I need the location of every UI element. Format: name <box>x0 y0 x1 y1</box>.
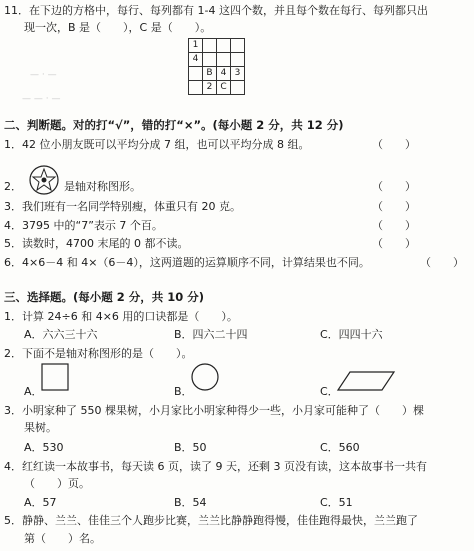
grid-cell: C <box>217 81 231 95</box>
option-a[interactable]: A．六六三十六 <box>24 328 98 341</box>
option-a[interactable]: A． <box>24 385 43 398</box>
grid-cell: 1 <box>189 39 203 53</box>
choice-q3-stem-cont: 果树。 <box>24 421 57 434</box>
answer-paren[interactable]: （ ） <box>372 200 416 213</box>
item-text: 我们班有一名同学特别瘦，体重只有 20 克。 <box>22 200 241 213</box>
grid-cell: 4 <box>217 67 231 81</box>
item-number: 6． <box>4 256 22 269</box>
judge-item-1 <box>4 138 309 152</box>
item-number: 4． <box>4 219 22 232</box>
q11-line1: 11．在下边的方格中，每行、每列都有 1-4 这四个数，并且每个数在每行、每列都只出 <box>4 4 428 17</box>
option-b[interactable]: B．50 <box>174 441 207 454</box>
faint-mark: — — · — <box>22 94 61 104</box>
answer-paren[interactable]: （ ） <box>372 219 416 232</box>
item-text: 42 位小朋友既可以平均分成 7 组，也可以平均分成 8 组。 <box>22 138 310 151</box>
grid-cell <box>217 39 231 53</box>
judge-item-2-text: 是轴对称图形。 <box>64 180 141 193</box>
answer-paren[interactable]: （ ） <box>372 180 416 193</box>
square-shape-icon <box>40 362 70 392</box>
grid-cell <box>203 39 217 53</box>
grid-cell <box>217 53 231 67</box>
q11-line2: 现一次，B 是（ ），C 是（ ）。 <box>24 21 212 34</box>
choice-q3-stem: 3．小明家种了 550 棵果树，小月家比小明家种得少一些，小月家可能种了（ ）棵 <box>4 404 424 417</box>
grid-cell <box>231 39 245 53</box>
judge-item-2-number: 2． <box>4 180 22 193</box>
parallelogram-shape-icon <box>336 370 396 392</box>
grid-cell <box>203 53 217 67</box>
answer-paren[interactable]: （ ） <box>372 237 416 250</box>
option-b[interactable]: B．54 <box>174 496 207 509</box>
item-text: 3795 中的“7”表示 7 个百。 <box>22 219 163 232</box>
choice-q2-stem: 2．下面不是轴对称图形的是（ ）。 <box>4 347 193 360</box>
grid-cell <box>189 67 203 81</box>
item-text: 读数时，4700 末尾的 0 都不读。 <box>22 237 189 250</box>
section2-title: 二、判断题。对的打“√”，错的打“×”。(每小题 2 分，共 12 分) <box>4 118 344 132</box>
number-grid <box>188 38 245 95</box>
item-text: 4×6－4 和 4×（6－4），这两道题的运算顺序不同，计算结果也不同。 <box>22 256 370 269</box>
judge-item-3 <box>4 200 241 214</box>
grid-cell: B <box>203 67 217 81</box>
section3-title: 三、选择题。(每小题 2 分，共 10 分) <box>4 290 205 304</box>
option-c[interactable]: C．四四十六 <box>320 328 383 341</box>
option-a[interactable]: A．57 <box>24 496 57 509</box>
circle-shape-icon <box>190 362 220 392</box>
option-b[interactable]: B．四六二十四 <box>174 328 248 341</box>
item-number: 3． <box>4 200 22 213</box>
option-c[interactable]: C．560 <box>320 441 360 454</box>
grid-cell <box>189 81 203 95</box>
grid-cell: 3 <box>231 67 245 81</box>
choice-q5-stem-cont: 第（ ）名。 <box>24 532 101 545</box>
grid-cell: 4 <box>189 53 203 67</box>
judge-item-4 <box>4 219 163 233</box>
judge-item-6 <box>4 256 370 270</box>
grid-cell <box>231 53 245 67</box>
judge-item-5 <box>4 237 188 251</box>
option-a[interactable]: A．530 <box>24 441 64 454</box>
item-number: 5． <box>4 237 22 250</box>
option-c[interactable]: C． <box>320 385 339 398</box>
grid-cell: 2 <box>203 81 217 95</box>
answer-paren[interactable]: （ ） <box>372 138 416 151</box>
star-flower-icon <box>28 164 60 196</box>
grid-cell <box>231 81 245 95</box>
answer-paren[interactable]: （ ） <box>420 256 464 269</box>
item-number: 1． <box>4 138 22 151</box>
choice-q4-stem: 4．红红读一本故事书，每天读 6 页，读了 9 天，还剩 3 页没有读，这本故事书一共有 <box>4 460 427 473</box>
choice-q4-stem-cont: （ ）页。 <box>24 477 90 490</box>
choice-q5-stem: 5．静静、兰兰、佳佳三个人跑步比赛，兰兰比静静跑得慢，佳佳跑得最快，兰兰跑了 <box>4 514 418 527</box>
option-c[interactable]: C．51 <box>320 496 353 509</box>
faint-mark: — · — <box>30 70 57 80</box>
choice-q1-stem: 1．计算 24÷6 和 4×6 用的口诀都是（ ）。 <box>4 310 238 323</box>
option-b[interactable]: B． <box>174 385 193 398</box>
